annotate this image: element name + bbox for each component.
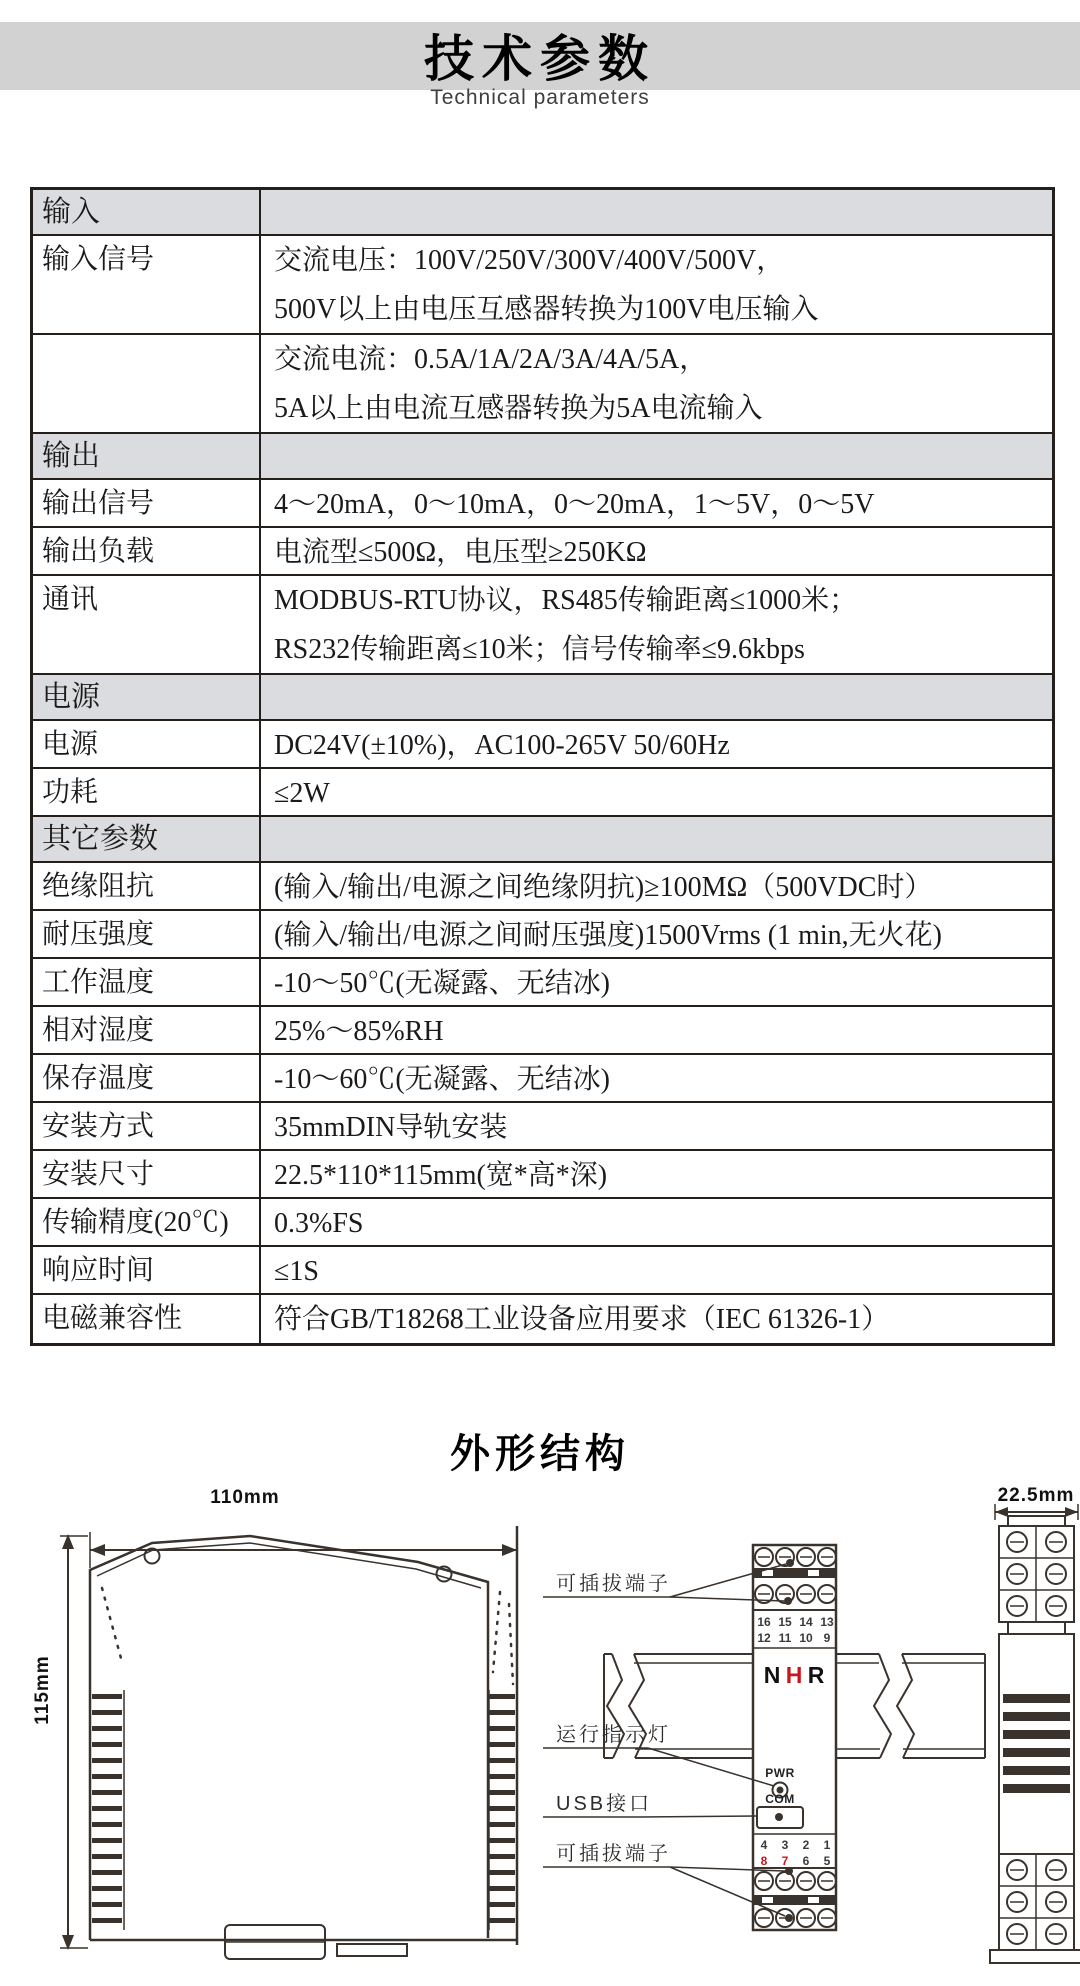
param-value-line: 35mmDIN导轨安装 xyxy=(274,1112,508,1143)
callout-dot xyxy=(785,1914,793,1922)
fin xyxy=(92,1822,122,1827)
com-label: COM xyxy=(765,1792,795,1806)
vent-stripe xyxy=(1003,1784,1070,1793)
dimension-module-width-label: 22.5mm xyxy=(997,1485,1075,1506)
fin xyxy=(489,1774,515,1779)
fin xyxy=(92,1790,122,1795)
terminal-number: 5 xyxy=(823,1854,831,1868)
param-value xyxy=(261,236,1052,333)
terminal-number: 6 xyxy=(802,1854,810,1868)
param-label: 输入 xyxy=(33,190,261,234)
param-value-line: 22.5*110*115mm(宽*高*深) xyxy=(274,1160,608,1191)
din-clip xyxy=(225,1925,407,1959)
param-value xyxy=(261,817,1052,861)
callout-run-indicator xyxy=(543,1723,774,1786)
fin xyxy=(92,1870,122,1875)
param-label: 电磁兼容性 xyxy=(33,1295,261,1343)
param-value-line: 交流电压：100V/250V/300V/400V/500V， xyxy=(274,245,785,276)
terminal-number: 10 xyxy=(799,1631,813,1645)
param-value-line: (输入/输出/电源之间耐压强度)1500Vrms (1 min,无火花) xyxy=(274,920,942,951)
callout-usb-port xyxy=(543,1792,757,1817)
fin xyxy=(92,1838,122,1843)
fin xyxy=(92,1886,122,1891)
param-value-line: 25%～85%RH xyxy=(274,1016,444,1047)
param-label: 输出负载 xyxy=(33,528,261,574)
table-row xyxy=(33,1295,1052,1343)
table-row xyxy=(33,236,1052,335)
callout-top-terminal xyxy=(543,1564,786,1601)
fin xyxy=(489,1790,515,1795)
pwr-label: PWR xyxy=(765,1766,795,1780)
param-value xyxy=(261,1007,1052,1053)
spec-table xyxy=(30,187,1055,1346)
param-value xyxy=(261,1247,1052,1293)
terminal-number: 15 xyxy=(778,1615,792,1629)
table-row xyxy=(33,1007,1052,1055)
param-value-line: ≤1S xyxy=(274,1256,319,1287)
fin xyxy=(92,1806,122,1811)
fin xyxy=(92,1694,122,1699)
param-value xyxy=(261,863,1052,909)
param-value xyxy=(261,1103,1052,1149)
fin xyxy=(489,1886,515,1891)
dimension-width-label: 110mm xyxy=(210,1487,280,1508)
terminal-number: 16 xyxy=(757,1615,771,1629)
table-row xyxy=(33,721,1052,769)
fin xyxy=(489,1822,515,1827)
fin xyxy=(92,1854,122,1859)
vent-stripes xyxy=(1003,1694,1070,1793)
fin xyxy=(92,1918,122,1923)
callout-dot xyxy=(785,1867,793,1875)
right-side-view xyxy=(990,1485,1080,1963)
table-section-row xyxy=(33,675,1052,721)
param-value-line: 0.3%FS xyxy=(274,1208,364,1239)
fin xyxy=(489,1758,515,1763)
vent-stripe xyxy=(1003,1712,1070,1721)
callout-label: USB接口 xyxy=(556,1793,653,1815)
table-section-row xyxy=(33,817,1052,863)
fin xyxy=(489,1838,515,1843)
outline-drawing xyxy=(0,1480,1080,1986)
param-label: 安装尺寸 xyxy=(33,1151,261,1197)
table-row xyxy=(33,1103,1052,1151)
param-label: 输入信号 xyxy=(33,236,261,333)
param-label xyxy=(33,335,261,432)
terminal-number: 12 xyxy=(757,1631,771,1645)
param-value xyxy=(261,911,1052,957)
param-value-line: ≤2W xyxy=(274,778,330,809)
param-label: 响应时间 xyxy=(33,1247,261,1293)
param-value xyxy=(261,335,1052,432)
param-value xyxy=(261,1295,1052,1343)
table-row xyxy=(33,959,1052,1007)
param-label: 绝缘阻抗 xyxy=(33,863,261,909)
terminal-number: 11 xyxy=(778,1631,792,1645)
page-title: 技术参数 xyxy=(424,31,656,87)
dimension-height xyxy=(32,1534,88,1950)
fin xyxy=(489,1918,515,1923)
param-value xyxy=(261,528,1052,574)
fin xyxy=(489,1742,515,1747)
callout-label: 可插拔端子 xyxy=(556,1573,671,1595)
fin xyxy=(489,1854,515,1859)
param-label: 安装方式 xyxy=(33,1103,261,1149)
param-value-line: 电流型≤500Ω，电压型≥250KΩ xyxy=(274,537,647,568)
table-row xyxy=(33,528,1052,576)
terminal-number: 4 xyxy=(760,1838,768,1852)
param-value xyxy=(261,959,1052,1005)
param-value-line: RS232传输距离≤10米；信号传输率≤9.6kbps xyxy=(274,634,805,665)
table-row xyxy=(33,576,1052,675)
param-label: 电源 xyxy=(33,675,261,719)
param-value-line: 交流电流：0.5A/1A/2A/3A/4A/5A， xyxy=(274,344,708,375)
table-section-row xyxy=(33,190,1052,236)
terminal-number: 7 xyxy=(781,1854,789,1868)
param-label: 功耗 xyxy=(33,769,261,815)
table-row xyxy=(33,1199,1052,1247)
param-label: 保存温度 xyxy=(33,1055,261,1101)
module-front-view xyxy=(753,1545,836,1930)
param-value-line: -10～60℃(无凝露、无结冰) xyxy=(274,1064,610,1095)
param-value xyxy=(261,434,1052,478)
callout-label: 可插拔端子 xyxy=(556,1843,671,1865)
table-row xyxy=(33,911,1052,959)
param-value-line: MODBUS-RTU协议，RS485传输距离≤1000米； xyxy=(274,585,858,616)
param-label: 通讯 xyxy=(33,576,261,673)
table-row xyxy=(33,769,1052,817)
fin xyxy=(489,1710,515,1715)
param-label: 输出信号 xyxy=(33,480,261,526)
param-value xyxy=(261,675,1052,719)
callout-bottom-terminal xyxy=(543,1842,785,1916)
fin xyxy=(489,1870,515,1875)
param-value xyxy=(261,576,1052,673)
table-row xyxy=(33,1055,1052,1103)
param-value-line: (输入/输出/电源之间绝缘阴抗)≥100MΩ（500VDC时） xyxy=(274,872,933,903)
param-value xyxy=(261,480,1052,526)
brand-letter: H xyxy=(785,1662,803,1688)
fin xyxy=(489,1806,515,1811)
param-value-line: 5A以上由电流互感器转换为5A电流输入 xyxy=(274,393,763,424)
table-row xyxy=(33,1247,1052,1295)
nhr-logo xyxy=(764,1662,825,1688)
table-row xyxy=(33,480,1052,528)
param-label: 其它参数 xyxy=(33,817,261,861)
brand-letter: R xyxy=(807,1662,825,1688)
terminal-number: 1 xyxy=(823,1838,831,1852)
param-value-line: -10～50℃(无凝露、无结冰) xyxy=(274,968,610,999)
param-value-line: DC24V(±10%)，AC100-265V 50/60Hz xyxy=(274,730,730,761)
vent-stripe xyxy=(1003,1694,1070,1703)
fin xyxy=(489,1694,515,1699)
fin xyxy=(489,1726,515,1731)
dimension-width xyxy=(90,1487,517,1568)
param-value xyxy=(261,190,1052,234)
param-value xyxy=(261,1199,1052,1245)
param-value-line: 500V以上由电压互感器转换为100V电压输入 xyxy=(274,294,819,325)
vent-stripe xyxy=(1003,1748,1070,1757)
table-row xyxy=(33,1151,1052,1199)
param-label: 电源 xyxy=(33,721,261,767)
fin xyxy=(92,1902,122,1907)
fin xyxy=(92,1742,122,1747)
param-label: 工作温度 xyxy=(33,959,261,1005)
param-label: 传输精度(20℃) xyxy=(33,1199,261,1245)
param-value xyxy=(261,721,1052,767)
vent-stripe xyxy=(1003,1730,1070,1739)
param-value xyxy=(261,1151,1052,1197)
param-value xyxy=(261,769,1052,815)
param-value xyxy=(261,1055,1052,1101)
table-row xyxy=(33,335,1052,434)
terminal-number: 3 xyxy=(781,1838,789,1852)
fin xyxy=(92,1758,122,1763)
brand-letter: N xyxy=(763,1662,781,1688)
terminal-number: 2 xyxy=(802,1838,810,1852)
table-row xyxy=(33,863,1052,911)
terminal-number: 13 xyxy=(820,1615,834,1629)
param-label: 输出 xyxy=(33,434,261,478)
left-side-view xyxy=(90,1526,517,1959)
fin xyxy=(92,1774,122,1779)
outline-title: 外形结构 xyxy=(450,1432,630,1476)
param-value-line: 符合GB/T18268工业设备应用要求（IEC 61326-1） xyxy=(274,1304,890,1335)
callout-label: 运行指示灯 xyxy=(556,1724,671,1746)
terminal-number: 14 xyxy=(799,1615,813,1629)
terminal-number: 9 xyxy=(823,1631,831,1645)
fin xyxy=(92,1726,122,1731)
terminal-number: 8 xyxy=(760,1854,768,1868)
callout-dot xyxy=(784,1597,792,1605)
param-label: 相对湿度 xyxy=(33,1007,261,1053)
table-section-row xyxy=(33,434,1052,480)
dimension-height-label: 115mm xyxy=(32,1655,53,1725)
param-label: 耐压强度 xyxy=(33,911,261,957)
page-subtitle: Technical parameters xyxy=(430,86,650,109)
callout-dot xyxy=(786,1559,794,1567)
fin xyxy=(489,1902,515,1907)
heatsink-fins xyxy=(92,1694,515,1923)
vent-stripe xyxy=(1003,1766,1070,1775)
param-value-line: 4～20mA，0～10mA，0～20mA，1～5V，0～5V xyxy=(274,489,875,520)
fin xyxy=(92,1710,122,1715)
